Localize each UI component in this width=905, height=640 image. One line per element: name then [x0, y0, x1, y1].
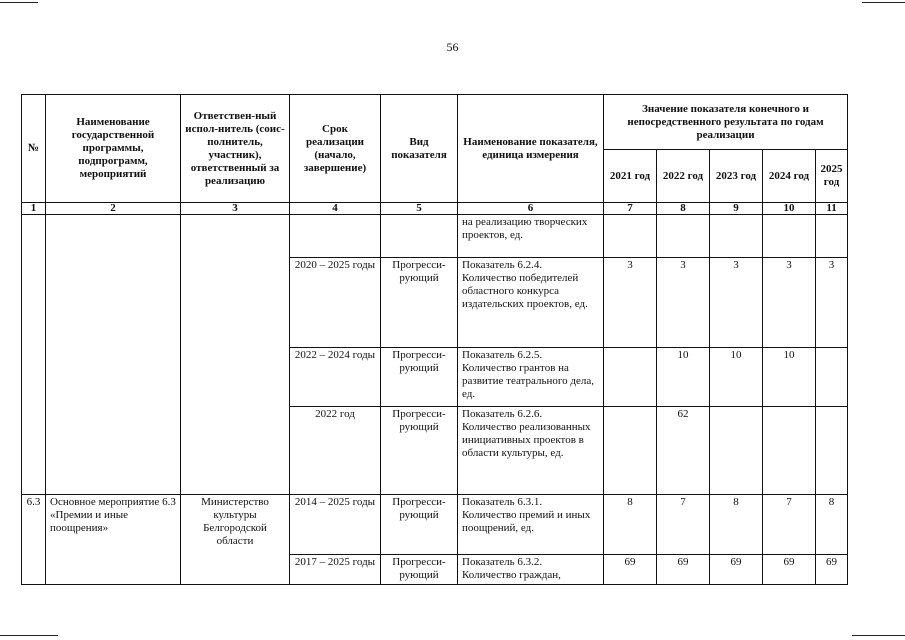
num-cell: 6.3 [22, 495, 46, 585]
value-cell [657, 215, 710, 258]
indicator-cell: Показатель 6.2.6. Количество реализованных инициативных проектов в области культуры, ед. [458, 407, 604, 495]
type-cell: Прогресси-рующий [381, 495, 458, 555]
header-indicator-type: Вид показателя [381, 95, 458, 203]
header-year: 2022 год [657, 150, 710, 203]
column-number: 11 [816, 203, 848, 215]
period-cell: 2017 – 2025 годы [290, 555, 381, 585]
column-number: 4 [290, 203, 381, 215]
value-cell [604, 215, 657, 258]
value-cell [710, 215, 763, 258]
value-cell [710, 407, 763, 495]
column-number: 3 [181, 203, 290, 215]
scan-line [0, 635, 58, 636]
value-cell: 7 [657, 495, 710, 555]
value-cell: 8 [816, 495, 848, 555]
period-cell [290, 215, 381, 258]
indicators-table [21, 94, 848, 585]
value-cell: 69 [657, 555, 710, 585]
table-row [22, 215, 848, 258]
type-cell: Прогресси-рующий [381, 258, 458, 348]
type-cell: Прогресси-рующий [381, 555, 458, 585]
type-cell [381, 215, 458, 258]
page-number: 56 [446, 40, 459, 54]
column-number: 6 [458, 203, 604, 215]
header-year: 2025 год [816, 150, 848, 203]
column-number: 8 [657, 203, 710, 215]
value-cell [763, 407, 816, 495]
header-year: 2024 год [763, 150, 816, 203]
indicator-cell: Показатель 6.3.2. Количество граждан, [458, 555, 604, 585]
value-cell: 8 [710, 495, 763, 555]
period-cell: 2022 год [290, 407, 381, 495]
value-cell: 69 [604, 555, 657, 585]
value-cell: 69 [763, 555, 816, 585]
indicator-cell: Показатель 6.2.5. Количество грантов на развитие театрального дела, ед. [458, 348, 604, 407]
value-cell [816, 215, 848, 258]
responsible-cell: Министерство культуры Белгородской области [181, 495, 290, 585]
period-cell: 2022 – 2024 годы [290, 348, 381, 407]
table-row [22, 495, 848, 555]
column-number: 5 [381, 203, 458, 215]
type-cell: Прогресси-рующий [381, 407, 458, 495]
value-cell: 62 [657, 407, 710, 495]
num-cell [22, 215, 46, 495]
header-program: Наименование государственной программы, подпрограмм, мероприятий [46, 95, 181, 203]
value-cell: 3 [657, 258, 710, 348]
value-cell: 7 [763, 495, 816, 555]
header-year: 2023 год [710, 150, 763, 203]
indicator-cell: на реализацию творческих проектов, ед. [458, 215, 604, 258]
header-indicator-name: Наименование показателя, единица измерения [458, 95, 604, 203]
value-cell [816, 407, 848, 495]
type-cell: Прогресси-рующий [381, 348, 458, 407]
column-number: 9 [710, 203, 763, 215]
scan-line [862, 2, 905, 3]
column-number: 2 [46, 203, 181, 215]
value-cell: 3 [763, 258, 816, 348]
header-responsible: Ответствен-ный испол-нитель (соис-полнитель, участник), ответственный за реализацию [181, 95, 290, 203]
value-cell: 10 [763, 348, 816, 407]
header-year: 2021 год [604, 150, 657, 203]
indicator-cell: Показатель 6.2.4. Количество победителей областного конкурса издательских проектов, ед. [458, 258, 604, 348]
header-num: № [22, 95, 46, 203]
period-cell: 2014 – 2025 годы [290, 495, 381, 555]
value-cell: 3 [604, 258, 657, 348]
value-cell: 10 [657, 348, 710, 407]
indicator-cell: Показатель 6.3.1. Количество премий и иных поощрений, ед. [458, 495, 604, 555]
column-number-row [22, 203, 848, 215]
scan-line [852, 635, 905, 636]
scan-line [0, 2, 38, 3]
value-cell [604, 348, 657, 407]
responsible-cell [181, 215, 290, 495]
value-cell [816, 348, 848, 407]
value-cell: 10 [710, 348, 763, 407]
program-cell: Основное мероприятие 6.3 «Премии и иные поощрения» [46, 495, 181, 585]
program-cell [46, 215, 181, 495]
column-number: 7 [604, 203, 657, 215]
value-cell: 69 [710, 555, 763, 585]
column-number: 1 [22, 203, 46, 215]
column-number: 10 [763, 203, 816, 215]
value-cell: 8 [604, 495, 657, 555]
value-cell: 69 [816, 555, 848, 585]
header-row [22, 95, 848, 150]
value-cell [763, 215, 816, 258]
value-cell: 3 [816, 258, 848, 348]
header-values-group: Значение показателя конечного и непосредственного результата по годам реализации [604, 95, 848, 150]
header-period: Срок реализации (начало, завершение) [290, 95, 381, 203]
value-cell: 3 [710, 258, 763, 348]
value-cell [604, 407, 657, 495]
period-cell: 2020 – 2025 годы [290, 258, 381, 348]
